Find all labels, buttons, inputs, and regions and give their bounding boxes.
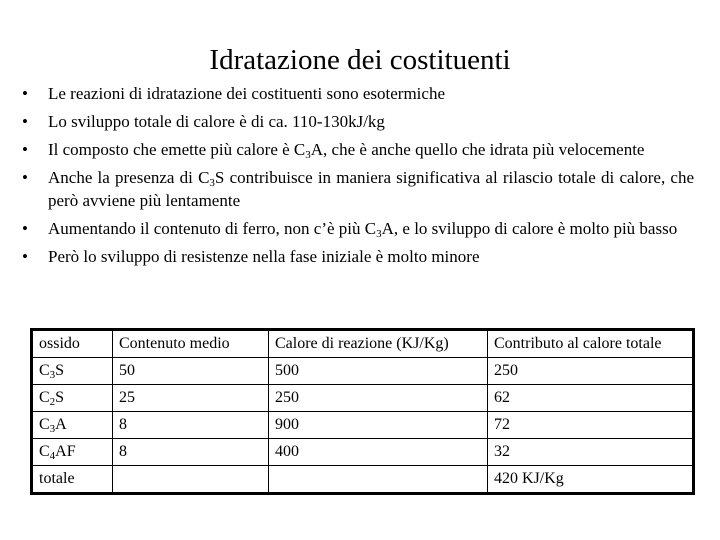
table-row: [32, 385, 694, 412]
subscript: 4: [49, 450, 56, 462]
slide-title: Idratazione dei costituenti: [209, 44, 511, 76]
heat-cell: 500: [269, 358, 488, 385]
heat-cell: 900: [269, 412, 488, 439]
contribution-cell: 250: [488, 358, 694, 385]
oxide-cell: [32, 439, 113, 466]
heat-cell: 400: [269, 439, 488, 466]
table-row: [32, 358, 694, 385]
subscript: 2: [49, 396, 56, 408]
heat-cell: 250: [269, 385, 488, 412]
bullet-text: Aumentando il contenuto di ferro, non c’è più C: [48, 219, 377, 238]
header-cell: Calore di reazione (KJ/Kg): [269, 330, 488, 358]
oxide-text: S: [55, 362, 65, 379]
bullet-item: [22, 82, 694, 105]
header-cell: Contenuto medio: [113, 330, 269, 358]
subscript: 3: [376, 228, 382, 240]
bullet-text: Anche la presenza di C: [48, 168, 210, 187]
content-cell: 50: [113, 358, 269, 385]
contribution-cell: 72: [488, 412, 694, 439]
empty-cell: [269, 466, 488, 494]
bullet-text: Lo sviluppo totale di calore è di ca. 110-130kJ/kg: [48, 112, 385, 131]
total-value-cell: 420 KJ/Kg: [488, 466, 694, 494]
bullet-text: Le reazioni di idratazione dei costituenti sono esotermiche: [48, 84, 445, 103]
oxide-text: C: [39, 362, 50, 379]
bullet-list: [22, 82, 694, 273]
bullet-item: [22, 166, 694, 212]
bullet-item: [22, 138, 694, 161]
table-row: [32, 412, 694, 439]
empty-cell: [113, 466, 269, 494]
bullet-text: A, che è anche quello che idrata più velocemente: [310, 140, 645, 159]
bullet-text: Però lo sviluppo di resistenze nella fase iniziale è molto minore: [48, 247, 480, 266]
bullet-icon: •: [22, 140, 28, 159]
bullet-icon: •: [22, 84, 28, 103]
bullet-item: [22, 110, 694, 133]
contribution-cell: 32: [488, 439, 694, 466]
content-cell: 8: [113, 439, 269, 466]
oxide-text: S: [55, 389, 65, 406]
table-header-row: [32, 330, 694, 358]
subscript: 3: [209, 177, 215, 189]
bullet-icon: •: [22, 247, 28, 266]
bullet-text: A, e lo sviluppo di calore è molto più basso: [381, 219, 678, 238]
subscript: 3: [49, 369, 56, 381]
oxide-text: C: [39, 389, 50, 406]
bullet-text: S contribuisce in maniera significativa al rilascio totale di calore, che però avviene più lentamente: [48, 168, 694, 210]
subscript: 3: [305, 149, 311, 161]
contribution-cell: 62: [488, 385, 694, 412]
heat-table: [30, 328, 695, 495]
oxide-text: A: [55, 416, 67, 433]
bullet-text: Il composto che emette più calore è C: [48, 140, 306, 159]
table-row: [32, 439, 694, 466]
oxide-cell: [32, 358, 113, 385]
subscript: 3: [49, 423, 56, 435]
total-label-cell: totale: [32, 466, 113, 494]
oxide-text: AF: [55, 443, 76, 460]
bullet-item: [22, 245, 694, 268]
oxide-text: C: [39, 416, 50, 433]
oxide-text: C: [39, 443, 50, 460]
bullet-icon: •: [22, 168, 28, 187]
oxide-cell: [32, 412, 113, 439]
oxide-cell: [32, 385, 113, 412]
content-cell: 8: [113, 412, 269, 439]
bullet-icon: •: [22, 219, 28, 238]
header-cell: ossido: [32, 330, 113, 358]
table-total-row: [32, 466, 694, 494]
bullet-icon: •: [22, 112, 28, 131]
content-cell: 25: [113, 385, 269, 412]
header-cell: Contributo al calore totale: [488, 330, 694, 358]
bullet-item: [22, 217, 694, 240]
